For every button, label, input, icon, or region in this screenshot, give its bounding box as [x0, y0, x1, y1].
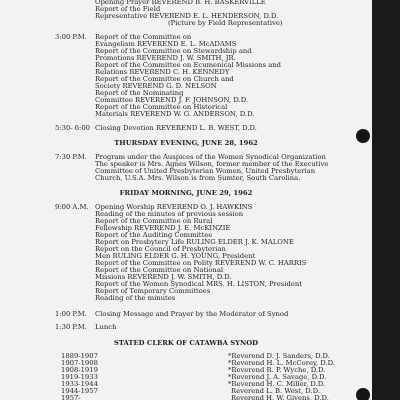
program-line: Report of the Committee on Polity REVEREND W. C. HARRIS: [95, 259, 307, 267]
binder-hole: [356, 388, 370, 400]
time-label: 7:30 P.M.: [55, 153, 87, 161]
program-line: Report on the Council of Presbyterian: [95, 245, 226, 253]
program-line: Reading of the minutes of previous session: [95, 210, 244, 218]
program-line: Materials REVEREND W. G. ANDERSON, D.D.: [95, 110, 255, 118]
program-line: Report on Presbytery Life RULING ELDER J. K. MALONE: [95, 238, 294, 246]
program-line: Report of the Auditing Committee: [95, 231, 213, 239]
program-line: Opening Worship REVEREND O. J. HAWKINS: [95, 203, 253, 211]
clerk-name: Reverend H. W. Givens, D.D.: [231, 394, 329, 400]
clerk-name: Reverend L. B. West, D.D.: [231, 387, 321, 395]
program-line: Report of the Field: [95, 5, 161, 13]
section-heading: STATED CLERK OF CATAWBA SYNOD: [113, 339, 259, 347]
time-label: 1:00 P.M.: [55, 310, 87, 318]
program-line: Men RULING ELDER G. H. YOUNG, President: [95, 252, 256, 260]
program-line: Promotions REVEREND J. W. SMITH, JR.: [95, 54, 236, 62]
program-line: Missions REVEREND J. W. SMITH, D.D.: [95, 273, 232, 281]
program-line: The speaker is Mrs. Agnes Wilson, former member of the Executive: [95, 160, 329, 168]
program-line: Program under the Auspices of the Women Synodical Organization: [95, 153, 326, 161]
time-label: 3:00 P.M.: [55, 33, 87, 41]
clerk-years: 1933-1944: [61, 380, 98, 388]
program-line: Lunch: [95, 323, 117, 331]
program-line: Report of the Committee on: [95, 33, 192, 41]
time-label: 1:30 P.M.: [55, 323, 87, 331]
time-label: 9:00 A.M.: [55, 203, 89, 211]
program-line: Report of Temporary Committees: [95, 287, 211, 295]
section-heading: THURSDAY EVENING, JUNE 28, 1962: [114, 139, 258, 147]
clerk-name: *Reverend R. P. Wyche, D.D.: [228, 366, 326, 374]
program-line: (Picture by Field Representative): [168, 19, 283, 27]
clerk-years: 1907-1908: [61, 359, 98, 367]
clerk-years: 1944-1957: [61, 387, 98, 395]
program-line: Report of the Committee on Stewardship and: [95, 47, 252, 55]
program-line: Relations REVEREND C. H. KENNEDY: [95, 68, 230, 76]
program-line: Society REVEREND G. D. NELSON: [95, 82, 217, 90]
program-line: Report of the Committee on Ecumenical Missions and: [95, 61, 281, 69]
program-line: Committee REVEREND J. F. JOHNSON, D.D.: [95, 96, 249, 104]
program-line: Report of the Nominating: [95, 89, 184, 97]
clerk-years: 1889-1907: [61, 352, 98, 360]
program-line: Closing Devotion REVEREND L. B. WEST, D.D.: [95, 124, 257, 132]
clerk-name: *Reverend H. L. McCorey, D.D.: [228, 359, 335, 367]
program-line: Report of the Committee on Rural: [95, 217, 213, 225]
program-line: Report of the Committee on Church and: [95, 75, 234, 83]
program-line: Report of the Women Synodical MRS. H. LISTON, President: [95, 280, 302, 288]
clerk-name: *Reverend D. J. Sanders, D.D.: [228, 352, 330, 360]
program-line: Report of the Committee on National: [95, 266, 224, 274]
clerk-years: 1908-1919: [61, 366, 98, 374]
program-line: Committee of United Presbyterian Women, United Presbyterian: [95, 167, 316, 175]
clerk-years: 1919-1933: [61, 373, 98, 381]
program-line: Representative REVEREND E. L. HENDERSON, D.D.: [95, 12, 279, 20]
time-label: 5:30- 6:00: [55, 124, 90, 132]
program-line: Closing Message and Prayer by the Moderator of Synod: [95, 310, 289, 318]
clerk-name: *Reverend H. C. Miller, D.D.: [228, 380, 326, 388]
section-heading: FRIDAY MORNING, JUNE 29, 1962: [119, 189, 253, 197]
program-line: Church, U.S.A. Mrs. Wilson is from Sumter, South Carolina.: [95, 174, 301, 182]
clerk-years: 1957-: [61, 394, 81, 400]
program-line: Fellowship REVEREND J. E. McKINZIE: [95, 224, 231, 232]
clerk-name: *Reverend J. A. Savage, D.D.: [228, 373, 327, 381]
program-line: Evangelism REVEREND E. L. McADAMS: [95, 40, 237, 48]
program-line: Opening Prayer REVEREND B. H. BASKERVILLE: [95, 0, 266, 6]
program-line: Report of the Committee on Historical: [95, 103, 228, 111]
program-line: Reading of the minutes: [95, 294, 176, 302]
